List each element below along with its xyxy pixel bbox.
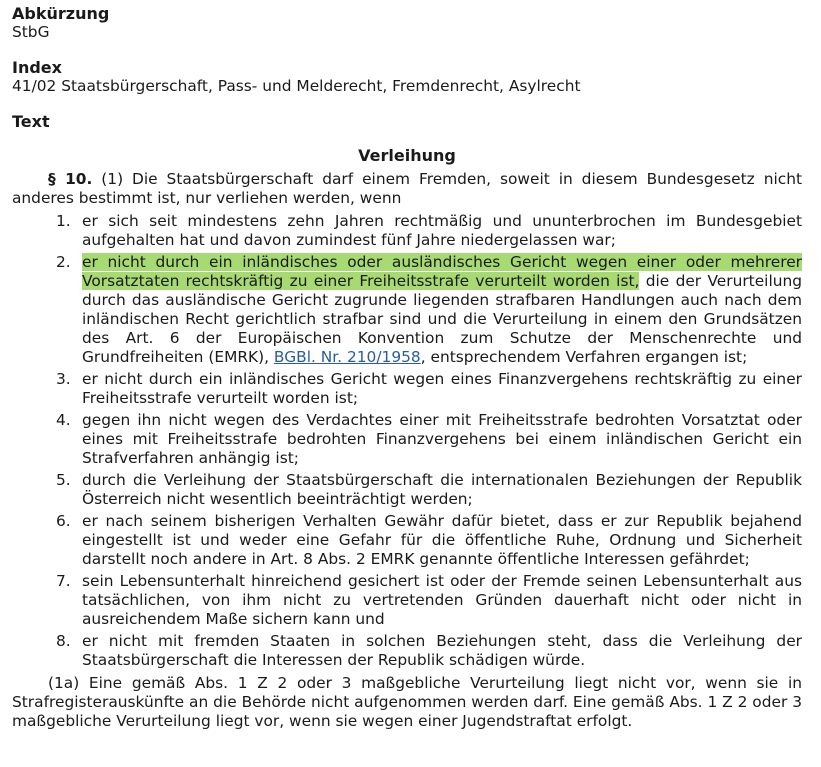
- paragraph-1a: (1a) Eine gemäß Abs. 1 Z 2 oder 3 maßgebliche Verurteilung liegt nicht vor, wenn sie in Strafregisterauskünfte an die Behörde nicht aufgenommen werden darf. Eine gemäß Abs. 1 Z 2 oder 3 maßgebliche Verurteilung liegt vor, wenn sie wegen einer Jugendstraftat erfolgt.: [12, 674, 802, 730]
- highlighted-text[interactable]: er nicht durch ein inländisches oder ausländisches Gericht wegen einer oder mehrerer Vorsatztaten rechtskräftig zu einer Freiheitsstrafe verurteilt worden ist,: [82, 253, 802, 290]
- list-item: [12, 253, 802, 367]
- text-block: [12, 112, 802, 731]
- abbreviation-heading: Abkürzung: [12, 4, 110, 23]
- list-item-text: er nach seinem bisherigen Verhalten Gewähr dafür bietet, dass er zur Republik bejahend eingestellt ist und weder eine Gefahr für die öffentliche Ruhe, Ordnung und Sicherheit darstellt noch andere in Art. 8 Abs. 2 EMRK genannte öffentliche Interessen gefährdet;: [82, 512, 802, 568]
- list-item-text: die der Verurteilung durch das ausländische Gericht zugrunde liegenden strafbaren Handlungen auch nach dem inländischen Recht gerichtlich strafbar sind und die Verurteilung in einem den Grundsätzen des Art. 6 der Europäischen Konvention zum Schutze der Menschenrechte und Grundfreiheiten (EMRK),: [82, 272, 802, 366]
- index-heading: Index: [12, 58, 62, 77]
- index-value: 41/02 Staatsbürgerschaft, Pass- und Melderecht, Fremdenrecht, Asylrecht: [12, 77, 581, 95]
- list-item: [12, 212, 802, 250]
- list-item: [12, 370, 802, 408]
- bgbl-link[interactable]: BGBl. Nr. 210/1958: [273, 348, 421, 366]
- list-item-text: er nicht durch ein inländisches Gericht wegen eines Finanzvergehens rechtskräftig zu einer Freiheitsstrafe verurteilt worden ist;: [82, 370, 802, 407]
- document-page: [12, 4, 802, 731]
- list-item: [12, 471, 802, 509]
- list-item: [12, 572, 802, 629]
- list-item-text: durch die Verleihung der Staatsbürgerschaft die internationalen Beziehungen der Republik Österreich nicht wesentlich beeinträchtigt werden;: [82, 471, 802, 508]
- list-item-number: 1.: [56, 212, 71, 230]
- list-item: [12, 632, 802, 670]
- section-title: Verleihung: [358, 146, 456, 165]
- section-intro-text: (1) Die Staatsbürgerschaft darf einem Fremden, soweit in diesem Bundesgesetz nicht anderes bestimmt ist, nur verliehen werden, wenn: [12, 170, 802, 207]
- list-item-text: gegen ihn nicht wegen des Verdachtes einer mit Freiheitsstrafe bedrohten Vorsatztat oder eines mit Freiheitsstrafe bedrohten Finanzvergehens bei einem inländischen Gericht ein Strafverfahren anhängig ist;: [82, 411, 802, 467]
- abbreviation-value: StbG: [12, 23, 50, 41]
- text-heading: Text: [12, 112, 50, 131]
- section-intro-paragraph: [12, 170, 802, 208]
- list-item-number: 7.: [56, 572, 71, 590]
- list-item-number: 3.: [56, 370, 71, 388]
- list-item-text: er sich seit mindestens zehn Jahren rechtmäßig und ununterbrochen im Bundesgebiet aufgehalten hat und davon zumindest fünf Jahre niedergelassen war;: [82, 212, 802, 249]
- list-item: [12, 512, 802, 569]
- list-item-text: er nicht mit fremden Staaten in solchen Beziehungen steht, dass die Verleihung der Staatsbürgerschaft die Interessen der Republik schädigen würde.: [82, 632, 802, 669]
- condition-list: [12, 212, 802, 670]
- abbreviation-block: [12, 4, 802, 42]
- list-item-number: 8.: [56, 632, 71, 650]
- list-item-number: 5.: [56, 471, 71, 489]
- list-item-text-after-link: , entsprechendem Verfahren ergangen ist;: [420, 348, 748, 366]
- list-item: [12, 411, 802, 468]
- list-item-number: 4.: [56, 411, 71, 429]
- list-item-number: 6.: [56, 512, 71, 530]
- index-block: [12, 58, 802, 96]
- list-item-number: 2.: [56, 253, 71, 271]
- paragraph-symbol: § 10.: [48, 170, 93, 188]
- list-item-text: sein Lebensunterhalt hinreichend gesichert ist oder der Fremde seinen Lebensunterhalt aus tatsächlichen, von ihm nicht zu vertretenden Gründen dauerhaft nicht oder nicht in ausreichendem Maße sichern kann und: [82, 572, 802, 628]
